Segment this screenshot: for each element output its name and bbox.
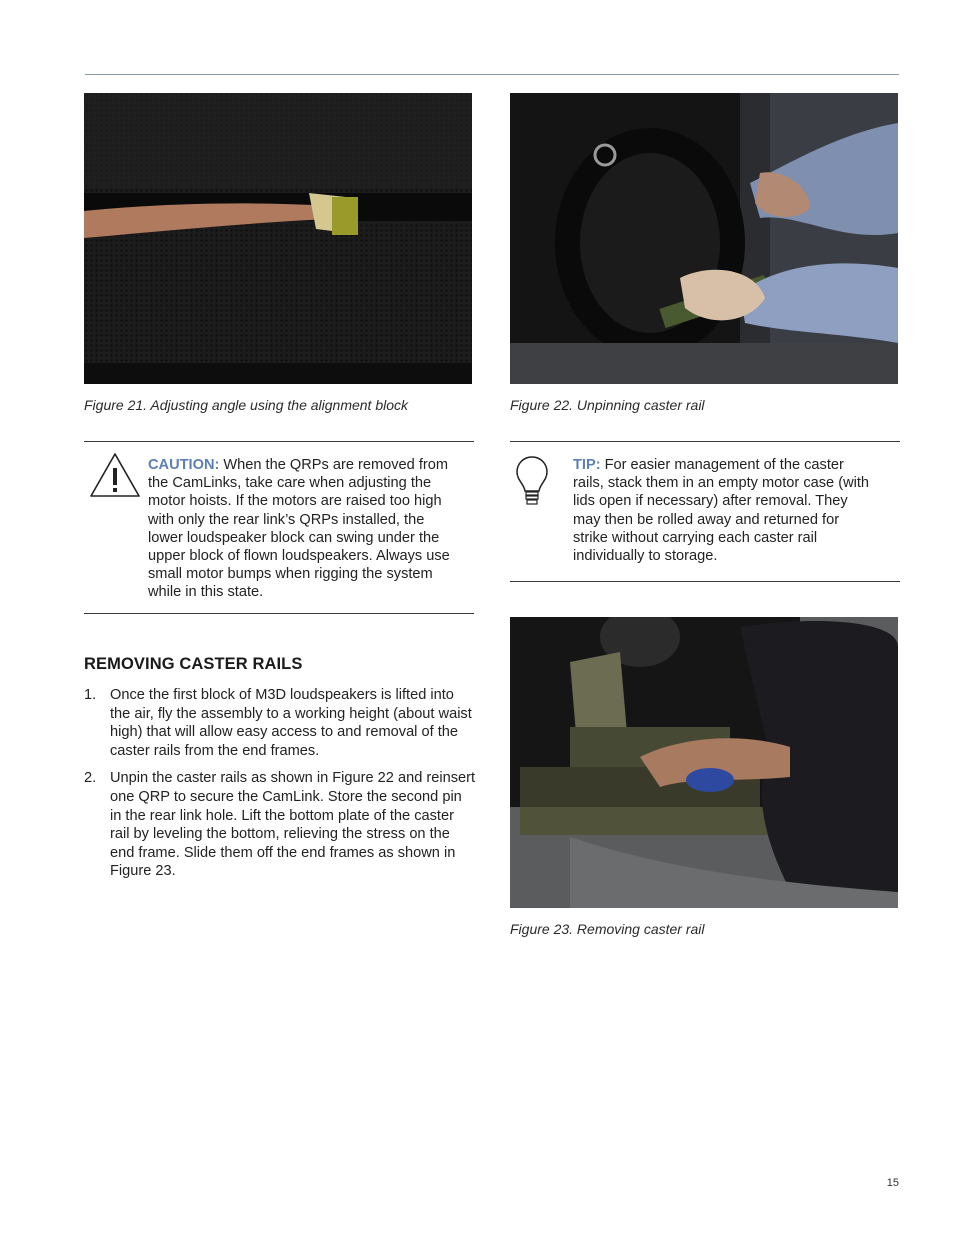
step-number: 2. xyxy=(84,770,97,787)
header-rule xyxy=(85,74,899,75)
section-title: REMOVING CASTER RAILS xyxy=(84,655,303,673)
caution-text: When the QRPs are removed from the CamLinks, take care when adjusting the motor hoists. If the motors are raised too high with only the rear link’s QRPs installed, the lower loudspeaker block can swing under the upper block of flown loudspeakers. Always use small motor bumps when rigging the system while in this state. xyxy=(148,457,450,601)
tip-text-block xyxy=(573,456,873,565)
list-item xyxy=(84,769,476,881)
figure-22-caption: Figure 22. Unpinning caster rail xyxy=(510,397,705,413)
figure-22-photo xyxy=(510,93,898,384)
figure-21-caption: Figure 21. Adjusting angle using the alignment block xyxy=(84,397,409,413)
caution-callout xyxy=(84,441,474,614)
tip-callout xyxy=(510,441,900,582)
warning-triangle-icon xyxy=(88,451,142,499)
steps-list xyxy=(84,686,476,890)
step-text: Unpin the caster rails as shown in Figure 22 and reinsert one QRP to secure the CamLink. Store the second pin in the rear link hole. Lift the bottom plate of the caster rail by leveling the bottom, relieving the stress on the end frame. Slide them off the end frames as shown in Figure 23. xyxy=(110,770,476,880)
tip-text: For easier management of the caster rails, stack them in an empty motor case (with lids open if necessary) after removal. They may then be rolled away and returned for strike without carrying each caster rail individually to storage. xyxy=(573,457,870,565)
caution-text-block xyxy=(148,456,458,602)
step-text: Once the first block of M3D loudspeakers is lifted into the air, fly the assembly to a working height (about waist high) that will allow easy access to and removal of the caster rails from the end frames. xyxy=(110,687,472,759)
figure-21-photo xyxy=(84,93,472,384)
list-item xyxy=(84,686,476,760)
step-number: 1. xyxy=(84,687,97,703)
figure-23-photo xyxy=(510,617,898,908)
figure-23-caption: Figure 23. Removing caster rail xyxy=(510,921,705,937)
lightbulb-icon xyxy=(515,455,549,507)
page-number: 15 xyxy=(886,1177,899,1189)
tip-label: TIP: xyxy=(573,457,601,473)
caution-label: CAUTION: xyxy=(148,457,220,473)
